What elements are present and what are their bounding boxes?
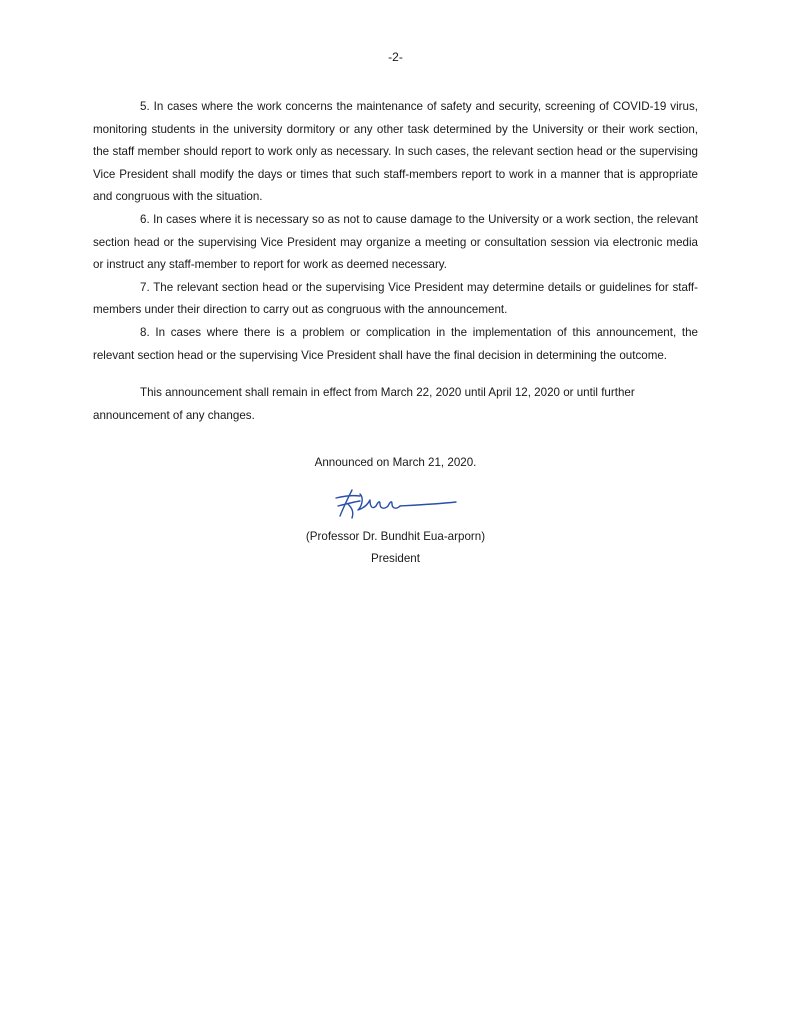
signature-image — [330, 484, 465, 524]
page-number: -2- — [388, 50, 403, 64]
clause-8: 8. In cases where there is a problem or complication in the implementation of this announcement, the relevant section head or the supervising Vice President shall have the final decision in determining the outcome. — [93, 325, 698, 362]
numbered-clauses — [93, 96, 698, 367]
closing-statement — [93, 382, 698, 427]
announcement-date: Announced on March 21, 2020. — [314, 456, 477, 469]
clause-6: 6. In cases where it is necessary so as not to cause damage to the University or a work section, the relevant section head or the supervising Vice President may organize a meeting or consultation session via electronic media or instruct any staff-member to report for work as deemed necessary. — [93, 212, 698, 272]
signer-title: President — [371, 552, 420, 565]
clause-7: 7. The relevant section head or the supervising Vice President may determine details or guidelines for staff-members under their direction to carry out as congruous with the announcement. — [93, 280, 698, 317]
closing-text: This announcement shall remain in effect from March 22, 2020 until April 12, 2020 or until further announcement of any changes. — [93, 386, 635, 422]
signer-name: (Professor Dr. Bundhit Eua-arporn) — [305, 530, 486, 543]
clause-5: 5. In cases where the work concerns the maintenance of safety and security, screening of COVID-19 virus, monitoring students in the university dormitory or any other task determined by the University or their work section, the staff member should report to work only as necessary. In such cases, the relevant section head or the supervising Vice President shall modify the days or times that such staff-members report to work in a manner that is appropriate and congruous with the situation. — [93, 100, 698, 204]
